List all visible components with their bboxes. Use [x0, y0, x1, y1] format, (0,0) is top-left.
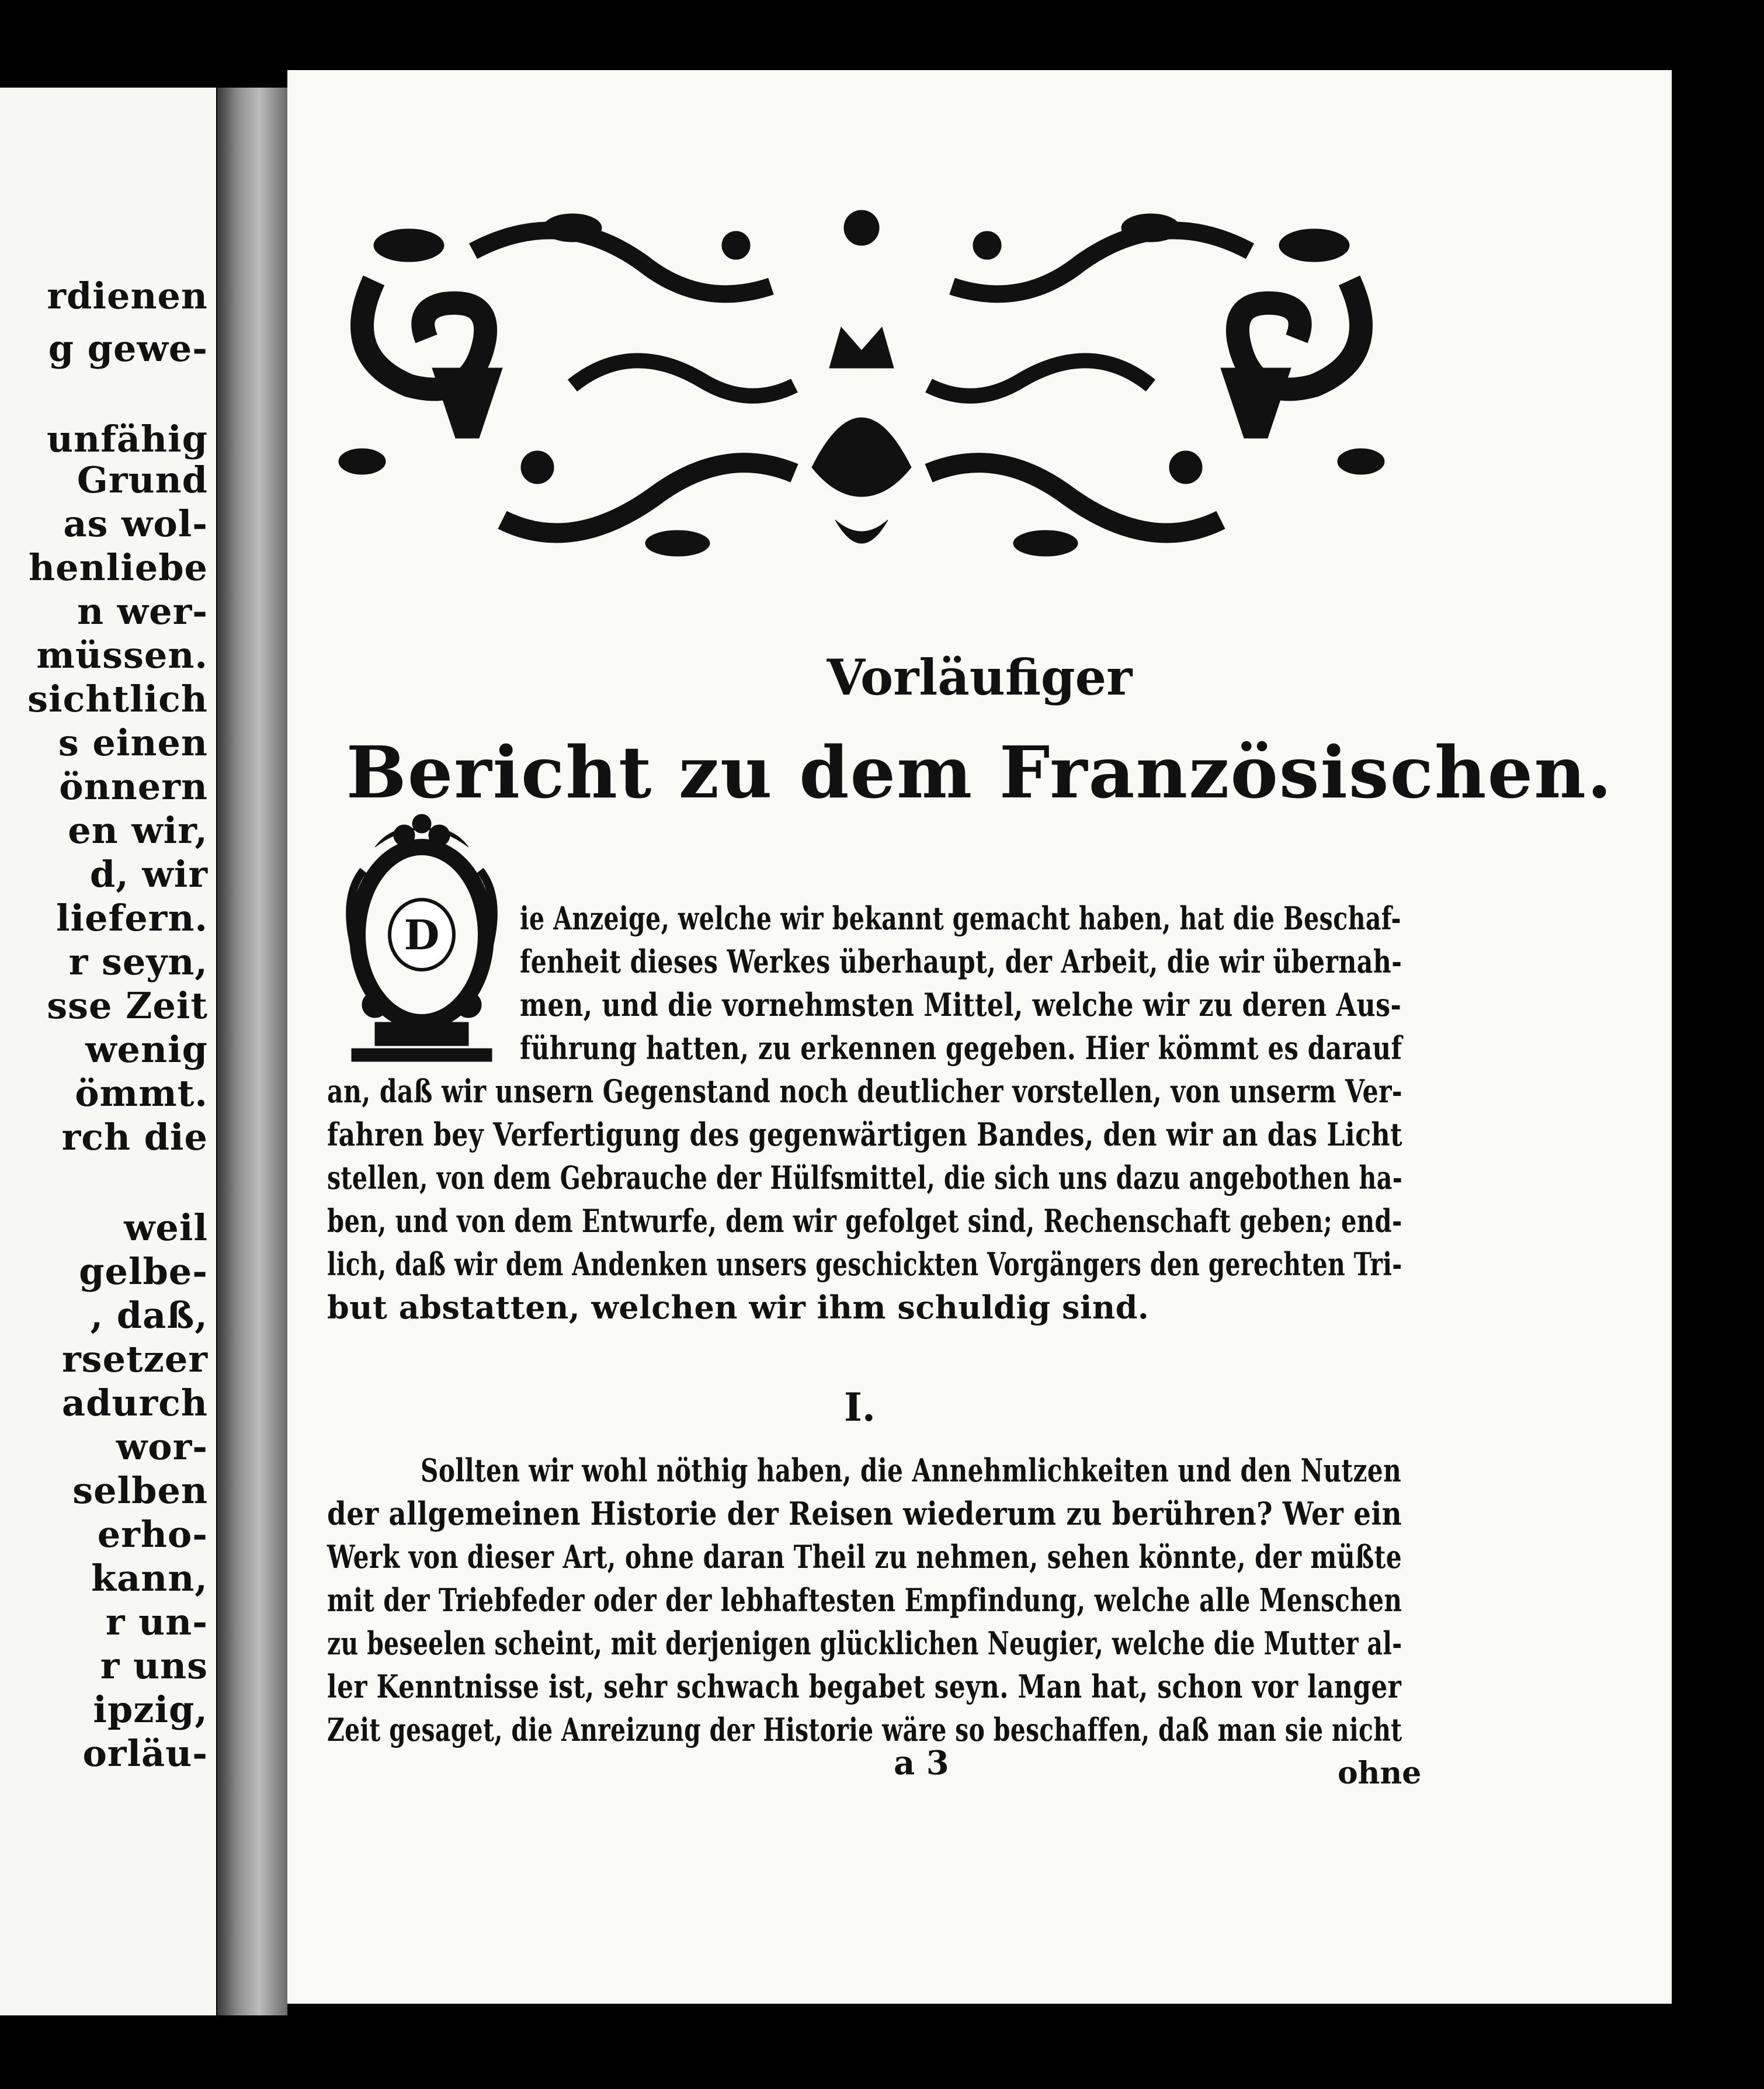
left-page-line: g gewe- [48, 327, 208, 370]
left-page-line: as wol- [63, 502, 208, 545]
left-page-line: rch die [61, 1116, 208, 1158]
catchword: ohne [1338, 1755, 1422, 1791]
left-page-fragment [0, 88, 216, 2015]
paragraph-1-line: ie Anzeige, welche wir bekannt gemacht haben, hat die Beschaf- [520, 900, 1401, 937]
left-page-line: , daß, [90, 1294, 208, 1337]
left-page-line: selben [72, 1469, 208, 1512]
left-page-line: sichtlich [27, 678, 208, 720]
section-number: I. [844, 1384, 876, 1430]
paragraph-1-line: führung hatten, zu erkennen gegeben. Hier kömmt es darauf [520, 1029, 1402, 1067]
paragraph-2-line: Zeit gesaget, die Anreizung der Historie wäre so beschaffen, daß man sie nicht [327, 1711, 1402, 1748]
paragraph-1-line: but abstatten, welchen wir ihm schuldig sind. [327, 1289, 1150, 1326]
heading-line-1: Vorläufiger [827, 648, 1133, 706]
left-page-line: adurch [61, 1382, 208, 1424]
left-page-line: erho- [97, 1513, 208, 1556]
left-page-line: ipzig, [93, 1688, 208, 1731]
paragraph-1-line: men, und die vornehmsten Mittel, welche wir zu deren Aus- [520, 986, 1402, 1023]
left-page-line: s einen [58, 721, 208, 764]
heading-line-2: Bericht zu dem Französischen. [346, 730, 1613, 814]
left-page-line: wenig [85, 1028, 208, 1071]
paragraph-2-line: ler Kenntnisse ist, sehr schwach begabet seyn. Man hat, schon vor langer [327, 1668, 1402, 1705]
left-page-line: gelbe- [79, 1250, 208, 1293]
left-page-line: ömmt. [75, 1072, 208, 1115]
left-page-line: sse Zeit [47, 984, 208, 1027]
left-page-line: kann, [91, 1557, 208, 1599]
paragraph-2-line: Werk von dieser Art, ohne daran Theil zu nehmen, sehen könnte, der müßte [327, 1538, 1402, 1576]
paragraph-1-line: fahren bey Verfertigung des gegenwärtigen Bandes, den wir an das Licht [327, 1116, 1402, 1153]
left-page-line: r un- [105, 1601, 208, 1643]
paragraph-1-line: fenheit dieses Werkes überhaupt, der Arbeit, die wir übernah- [520, 943, 1402, 980]
initial-letter: D [404, 911, 440, 959]
ornament-vignette-icon [327, 193, 1396, 578]
left-page-line: n wer- [77, 590, 208, 633]
left-page-line: liefern. [56, 897, 208, 939]
left-page-line: rdienen [47, 275, 208, 317]
left-page-line: weil [124, 1206, 208, 1249]
book-gutter [217, 88, 287, 2015]
left-page-line: henliebe [29, 546, 208, 589]
left-page-line: d, wir [89, 853, 208, 896]
left-page-line: Grund [77, 459, 208, 501]
decorated-initial-icon [340, 812, 503, 1069]
left-page-line: önnern [59, 765, 208, 808]
paragraph-2-line: der allgemeinen Historie der Reisen wiederum zu berühren? Wer ein [327, 1495, 1402, 1532]
left-page-line: wor- [116, 1425, 208, 1468]
signature-mark: a 3 [894, 1744, 949, 1782]
left-page-line: en wir, [68, 809, 208, 852]
paragraph-1-line: stellen, von dem Gebrauche der Hülfsmittel, die sich uns dazu angebothen ha- [327, 1159, 1403, 1196]
left-page-line: r seyn, [68, 941, 208, 983]
left-page-line: orläu- [82, 1732, 208, 1775]
paragraph-1-line: lich, daß wir dem Andenken unsers geschickten Vorgängers den gerechten Tri- [327, 1245, 1402, 1283]
paragraph-1-line: ben, und von dem Entwurfe, dem wir gefolget sind, Rechenschaft geben; end- [327, 1202, 1402, 1240]
left-page-line: rsetzer [62, 1338, 208, 1380]
left-page-line: r uns [100, 1644, 208, 1687]
left-page-line: unfähig [47, 418, 208, 460]
paragraph-1-line: an, daß wir unsern Gegenstand noch deutlicher vorstellen, von unserm Ver- [327, 1073, 1403, 1110]
paragraph-2-line: Sollten wir wohl nöthig haben, die Annehmlichkeiten und den Nutzen [421, 1452, 1402, 1489]
paragraph-2-line: mit der Triebfeder oder der lebhaftesten Empfindung, welche alle Menschen [327, 1581, 1402, 1619]
left-page-line: müssen. [36, 634, 208, 676]
paragraph-2-line: zu beseelen scheint, mit derjenigen glücklichen Neugier, welche die Mutter al- [327, 1625, 1402, 1662]
